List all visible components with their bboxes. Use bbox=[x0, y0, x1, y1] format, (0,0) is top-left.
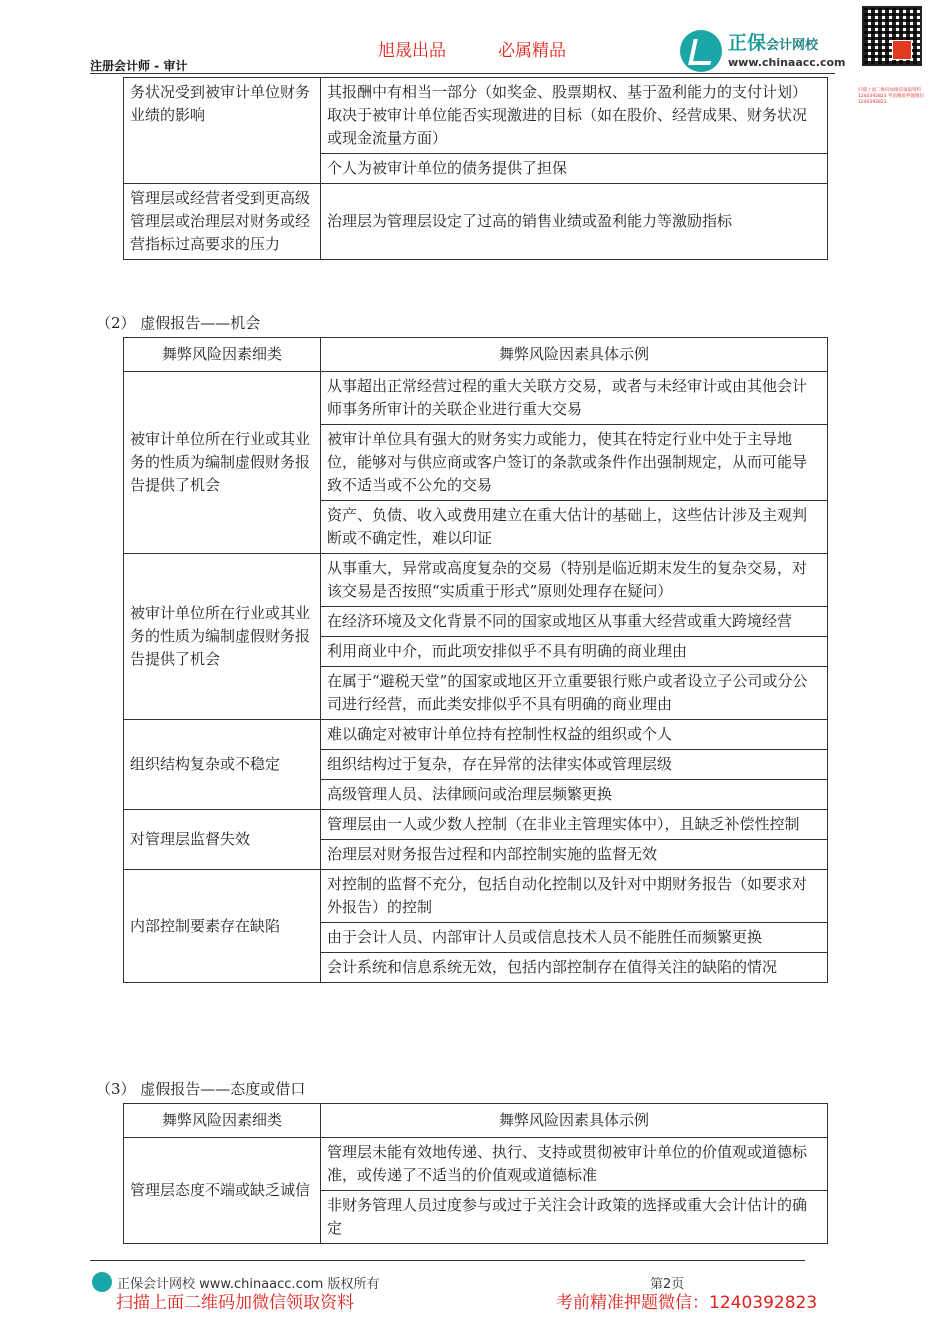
category-cell: 对管理层监督失效 bbox=[124, 810, 321, 870]
table-row bbox=[124, 810, 828, 840]
slogan-left: 旭晟出品 bbox=[378, 41, 446, 61]
table-row bbox=[124, 720, 828, 750]
qr-badge-icon bbox=[892, 40, 912, 60]
table-row bbox=[124, 870, 828, 923]
column-header: 舞弊风险因素具体示例 bbox=[321, 1104, 828, 1138]
example-cell: 高级管理人员、法律顾问或治理层频繁更换 bbox=[321, 780, 828, 810]
logo-brand: 正保 bbox=[728, 32, 767, 54]
category-cell: 组织结构复杂或不稳定 bbox=[124, 720, 321, 810]
example-cell: 利用商业中介，而此项安排似乎不具有明确的商业理由 bbox=[321, 637, 828, 667]
qr-note: 扫描上面二维码加微信领取资料 1240392823 考前精准押题微信：1240392823 bbox=[858, 88, 929, 105]
example-cell: 由于会计人员、内部审计人员或信息技术人员不能胜任而频繁更换 bbox=[321, 923, 828, 953]
category-cell: 被审计单位所在行业或其业务的性质为编制虚假财务报告提供了机会 bbox=[124, 372, 321, 554]
logo-url: www.chinaacc.com bbox=[728, 56, 846, 69]
header-divider bbox=[90, 73, 835, 74]
category-cell: 被审计单位所在行业或其业务的性质为编制虚假财务报告提供了机会 bbox=[124, 554, 321, 720]
promo-right: 考前精准押题微信：1240392823 bbox=[556, 1293, 818, 1313]
example-cell: 在经济环境及文化背景不同的国家或地区从事重大经营或重大跨境经营 bbox=[321, 607, 828, 637]
example-cell: 个人为被审计单位的债务提供了担保 bbox=[321, 154, 828, 184]
table-header-row bbox=[124, 1104, 828, 1138]
section-title-attitude: （3） 虚假报告——态度或借口 bbox=[96, 1080, 306, 1098]
example-cell: 难以确定对被审计单位持有控制性权益的组织或个人 bbox=[321, 720, 828, 750]
page-number: 第2页 bbox=[650, 1277, 685, 1292]
slogan-right: 必属精品 bbox=[498, 41, 566, 61]
example-cell: 会计系统和信息系统无效，包括内部控制存在值得关注的缺陷的情况 bbox=[321, 953, 828, 983]
example-cell: 对控制的监督不充分，包括自动化控制以及针对中期财务报告（如要求对外报告）的控制 bbox=[321, 870, 828, 923]
example-cell: 管理层未能有效地传递、执行、支持或贯彻被审计单位的价值观或道德标准，或传递了不适当的价值观或道德标准 bbox=[321, 1138, 828, 1191]
example-cell: 从事重大，异常或高度复杂的交易（特别是临近期末发生的复杂交易，对该交易是否按照“实质重于形式”原则处理存在疑问） bbox=[321, 554, 828, 607]
logo-icon bbox=[680, 30, 722, 72]
example-cell: 其报酬中有相当一部分（如奖金、股票期权、基于盈利能力的支付计划）取决于被审计单位能否实现激进的目标（如在股价、经营成果、财务状况或现金流量方面） bbox=[321, 78, 828, 154]
column-header: 舞弊风险因素细类 bbox=[124, 1104, 321, 1138]
category-cell: 务状况受到被审计单位财务业绩的影响 bbox=[124, 78, 321, 184]
example-cell: 非财务管理人员过度参与或过于关注会计政策的选择或重大会计估计的确定 bbox=[321, 1191, 828, 1244]
category-cell: 管理层或经营者受到更高级管理层或治理层对财务或经营指标过高要求的压力 bbox=[124, 184, 321, 260]
category-cell: 管理层态度不端或缺乏诚信 bbox=[124, 1138, 321, 1244]
example-cell: 在属于“避税天堂”的国家或地区开立重要银行账户或者设立子公司或分公司进行经营，而此类安排似乎不具有明确的商业理由 bbox=[321, 667, 828, 720]
footer-copyright: 正保会计网校 www.chinaacc.com 版权所有 bbox=[117, 1277, 380, 1292]
table-row bbox=[124, 1138, 828, 1191]
table-row bbox=[124, 184, 828, 260]
table-header-row bbox=[124, 338, 828, 372]
example-cell: 资产、负债、收入或费用建立在重大估计的基础上，这些估计涉及主观判断或不确定性，难以印证 bbox=[321, 501, 828, 554]
promo-left: 扫描上面二维码加微信领取资料 bbox=[116, 1293, 354, 1313]
example-cell: 治理层对财务报告过程和内部控制实施的监督无效 bbox=[321, 840, 828, 870]
logo-brand-sub: 会计网校 bbox=[766, 38, 819, 53]
example-cell: 管理层由一人或少数人控制（在非业主管理实体中），且缺乏补偿性控制 bbox=[321, 810, 828, 840]
course-title: 注册会计师 - 审计 bbox=[90, 59, 188, 73]
example-cell: 组织结构过于复杂，存在异常的法律实体或管理层级 bbox=[321, 750, 828, 780]
footer-logo-icon bbox=[92, 1272, 112, 1292]
column-header: 舞弊风险因素具体示例 bbox=[321, 338, 828, 372]
table-row bbox=[124, 372, 828, 425]
table-attitude bbox=[123, 1103, 828, 1244]
table-opportunity bbox=[123, 337, 828, 983]
footer-divider bbox=[90, 1260, 805, 1261]
category-cell: 内部控制要素存在缺陷 bbox=[124, 870, 321, 983]
example-cell: 治理层为管理层设定了过高的销售业绩或盈利能力等激励指标 bbox=[321, 184, 828, 260]
chinaacc-logo bbox=[680, 30, 846, 72]
section-title-opportunity: （2） 虚假报告——机会 bbox=[96, 314, 261, 332]
table-row bbox=[124, 554, 828, 607]
example-cell: 被审计单位具有强大的财务实力或能力，使其在特定行业中处于主导地位，能够对与供应商或客户签订的条款或条件作出强制规定，从而可能导致不适当或不公允的交易 bbox=[321, 425, 828, 501]
table-row bbox=[124, 78, 828, 154]
table-pressure-continued bbox=[123, 77, 828, 260]
example-cell: 从事超出正常经营过程的重大关联方交易，或者与未经审计或由其他会计师事务所审计的关联企业进行重大交易 bbox=[321, 372, 828, 425]
column-header: 舞弊风险因素细类 bbox=[124, 338, 321, 372]
